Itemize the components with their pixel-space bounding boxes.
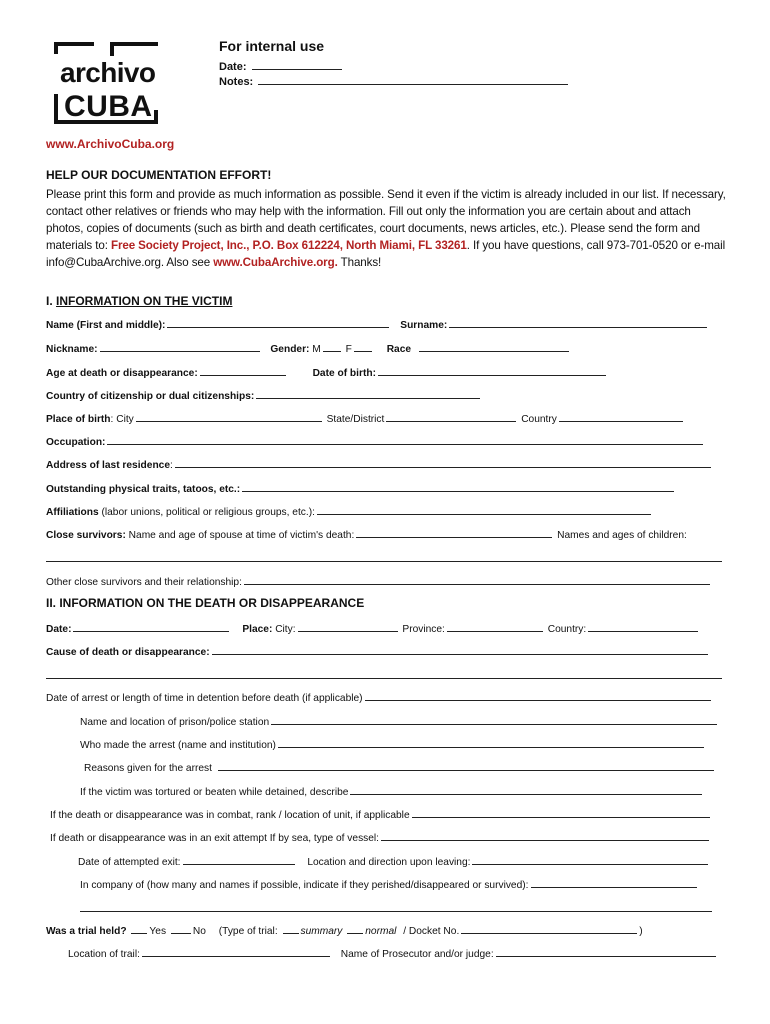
company-field-line-2[interactable] <box>80 911 712 912</box>
row-citizenship <box>46 388 726 402</box>
death-date-label: Date: <box>46 624 72 635</box>
row-nickname <box>46 341 726 355</box>
trial-yes-field[interactable] <box>131 923 147 934</box>
row-tortured <box>80 784 726 798</box>
prison-field[interactable] <box>271 714 717 725</box>
reasons-field[interactable] <box>218 760 714 771</box>
row-combat <box>50 807 726 821</box>
citizenship-field[interactable] <box>256 388 480 399</box>
intro-text-2: . If you have questions, call 973-701-0520 or e-mail info@CubaArchive.org. Also see <box>46 239 726 269</box>
internal-use-title: For internal use <box>219 38 325 54</box>
internal-date-row <box>219 59 344 73</box>
logo-bottom-text: CUBA <box>64 90 152 123</box>
citizenship-label: Country of citizenship or dual citizenships: <box>46 391 255 402</box>
gender-label: Gender: <box>270 344 310 355</box>
combat-label: If the death or disappearance was in combat, rank / location of unit, if applicable <box>50 810 410 821</box>
intro-text-3: Thanks! <box>337 256 382 269</box>
gender-male-field[interactable] <box>323 341 341 352</box>
docket-label: / Docket No. <box>403 926 460 937</box>
archive-link[interactable]: www.CubaArchive.org. <box>213 256 338 269</box>
help-heading: HELP OUR DOCUMENTATION EFFORT! <box>46 168 272 182</box>
pob-country-field[interactable] <box>559 411 683 422</box>
exit-vessel-field[interactable] <box>381 830 709 841</box>
arrest-label: Date of arrest or length of time in detention before death (if applicable) <box>46 693 363 704</box>
row-survivors <box>46 527 726 541</box>
dob-field[interactable] <box>378 365 606 376</box>
trial-close-paren: ) <box>639 926 643 937</box>
row-arrest <box>46 690 726 704</box>
who-arrested-field[interactable] <box>278 737 704 748</box>
cause-field-line-2[interactable] <box>46 678 722 679</box>
company-label: In company of (how many and names if possible, indicate if they perished/disappeared or survived): <box>80 880 529 891</box>
prosecutor-label: Name of Prosecutor and/or judge: <box>340 949 494 960</box>
cause-field[interactable] <box>212 644 708 655</box>
affiliations-field[interactable] <box>317 504 651 515</box>
tortured-label: If the victim was tortured or beaten while detained, describe <box>80 787 349 798</box>
row-other-survivors <box>46 574 726 588</box>
archivo-cuba-logo <box>52 42 162 124</box>
affiliations-note: (labor unions, political or religious groups, etc.): <box>98 507 315 518</box>
row-reasons <box>84 760 726 774</box>
trial-location-field[interactable] <box>142 946 330 957</box>
affiliations-label: Affiliations <box>46 507 99 518</box>
pob-label: Place of birth <box>46 414 111 425</box>
trial-yes-label: Yes <box>149 926 167 937</box>
row-address: Address of last residence: <box>46 457 726 471</box>
trial-label: Was a trial held? <box>46 926 127 937</box>
age-label: Age at death or disappearance: <box>46 368 198 379</box>
docket-field[interactable] <box>461 923 637 934</box>
death-province-field[interactable] <box>447 621 543 632</box>
spouse-label: Name and age of spouse at time of victim's death: <box>125 530 355 541</box>
row-company <box>80 877 726 891</box>
pob-country-label: Country <box>521 414 557 425</box>
gender-male-label: M <box>312 344 321 355</box>
death-province-label: Province: <box>402 624 445 635</box>
section-2-title: II. INFORMATION ON THE DEATH OR DISAPPEARANCE <box>46 596 365 610</box>
reasons-label: Reasons given for the arrest <box>84 763 212 774</box>
trial-type-label: (Type of trial: <box>218 926 278 937</box>
logo-top-text: archivo <box>60 57 156 88</box>
exit-label: If death or disappearance was in an exit attempt If by sea, type of vessel: <box>50 833 380 844</box>
internal-date-label: Date: <box>219 61 247 73</box>
pob-city-label: : City <box>110 414 134 425</box>
section-1-number: I. <box>46 294 57 308</box>
address-field[interactable] <box>175 457 711 468</box>
trial-summary-label: summary <box>300 926 343 937</box>
row-name <box>46 317 726 331</box>
death-country-label: Country: <box>547 624 587 635</box>
death-date-field[interactable] <box>73 621 229 632</box>
combat-field[interactable] <box>412 807 710 818</box>
row-age <box>46 365 726 379</box>
row-cause <box>46 644 726 658</box>
internal-notes-label: Notes: <box>219 76 254 88</box>
company-field[interactable] <box>531 877 697 888</box>
children-field[interactable] <box>46 561 722 562</box>
internal-notes-row <box>219 74 570 88</box>
traits-field[interactable] <box>242 481 674 492</box>
who-arrested-label: Who made the arrest (name and institution) <box>80 740 276 751</box>
section-1-title <box>46 294 232 308</box>
age-field[interactable] <box>200 365 286 376</box>
children-label: Names and ages of children: <box>557 530 687 541</box>
other-survivors-label: Other close survivors and their relationship: <box>46 577 242 588</box>
name-field[interactable] <box>167 317 389 328</box>
internal-notes-field[interactable] <box>258 74 568 85</box>
row-affiliations <box>46 504 726 518</box>
race-field[interactable] <box>419 341 569 352</box>
attempt-date-field[interactable] <box>183 854 295 865</box>
trial-normal-field[interactable] <box>347 923 363 934</box>
trial-location-label: Location of trail: <box>68 949 140 960</box>
prosecutor-field[interactable] <box>496 946 716 957</box>
row-trial-location <box>68 946 726 960</box>
trial-no-label: No <box>192 926 206 937</box>
traits-label: Outstanding physical traits, tatoos, etc.: <box>46 484 241 495</box>
prison-label: Name and location of prison/police station <box>80 717 270 728</box>
surname-field[interactable] <box>449 317 707 328</box>
tortured-field[interactable] <box>350 784 702 795</box>
gender-female-field[interactable] <box>354 341 372 352</box>
row-who-arrested <box>80 737 726 751</box>
pob-state-label: State/District <box>326 414 385 425</box>
intro-text-1: Please print this form and provide as much information as possible. Send it even if the victim is already included in our list. If necessary, contact other relatives or friends who may help with the information. Fill out only the information you are certain about and attach photos, copies of documents (such as birth and death certificates, court documents, news articles, etc.). Please send the form and materials to: <box>46 188 726 252</box>
death-city-field[interactable] <box>298 621 398 632</box>
occupation-label: Occupation: <box>46 437 106 448</box>
occupation-field[interactable] <box>107 434 703 445</box>
trial-no-field[interactable] <box>171 923 191 934</box>
row-traits <box>46 481 726 495</box>
row-death-date <box>46 621 726 635</box>
race-label: Race <box>386 344 412 355</box>
trial-normal-label: normal <box>365 926 397 937</box>
row-exit <box>50 830 726 844</box>
surname-label: Surname: <box>400 320 448 331</box>
arrest-field[interactable] <box>365 690 711 701</box>
cause-label: Cause of death or disappearance: <box>46 647 210 658</box>
pob-city-field[interactable] <box>136 411 322 422</box>
survivors-label: Close survivors: <box>46 530 126 541</box>
death-city-label: City: <box>275 624 296 635</box>
spouse-field[interactable] <box>356 527 552 538</box>
gender-female-label: F <box>345 344 352 355</box>
exit-location-field[interactable] <box>472 854 708 865</box>
other-survivors-field[interactable] <box>244 574 710 585</box>
dob-label: Date of birth: <box>312 368 376 379</box>
section-1-heading: INFORMATION ON THE VICTIM <box>56 294 233 308</box>
row-place-of-birth <box>46 411 726 425</box>
death-country-field[interactable] <box>588 621 698 632</box>
attempt-date-label: Date of attempted exit: <box>78 857 181 868</box>
trial-summary-field[interactable] <box>283 923 299 934</box>
death-place-label: Place: <box>242 624 273 635</box>
exit-location-label: Location and direction upon leaving: <box>307 857 471 868</box>
row-occupation <box>46 434 726 448</box>
internal-date-field[interactable] <box>252 59 342 70</box>
address-label: Address of last residence <box>46 460 170 471</box>
name-label: Name (First and middle): <box>46 320 166 331</box>
nickname-label: Nickname: <box>46 344 98 355</box>
mailing-address: Free Society Project, Inc., P.O. Box 612224, North Miami, FL 33261 <box>110 239 467 252</box>
pob-state-field[interactable] <box>386 411 516 422</box>
intro-paragraph <box>46 186 726 271</box>
website-link[interactable]: www.ArchivoCuba.org <box>46 137 175 151</box>
row-prison <box>80 714 726 728</box>
nickname-field[interactable] <box>100 341 260 352</box>
row-attempt <box>78 854 726 868</box>
row-trial <box>46 923 726 937</box>
